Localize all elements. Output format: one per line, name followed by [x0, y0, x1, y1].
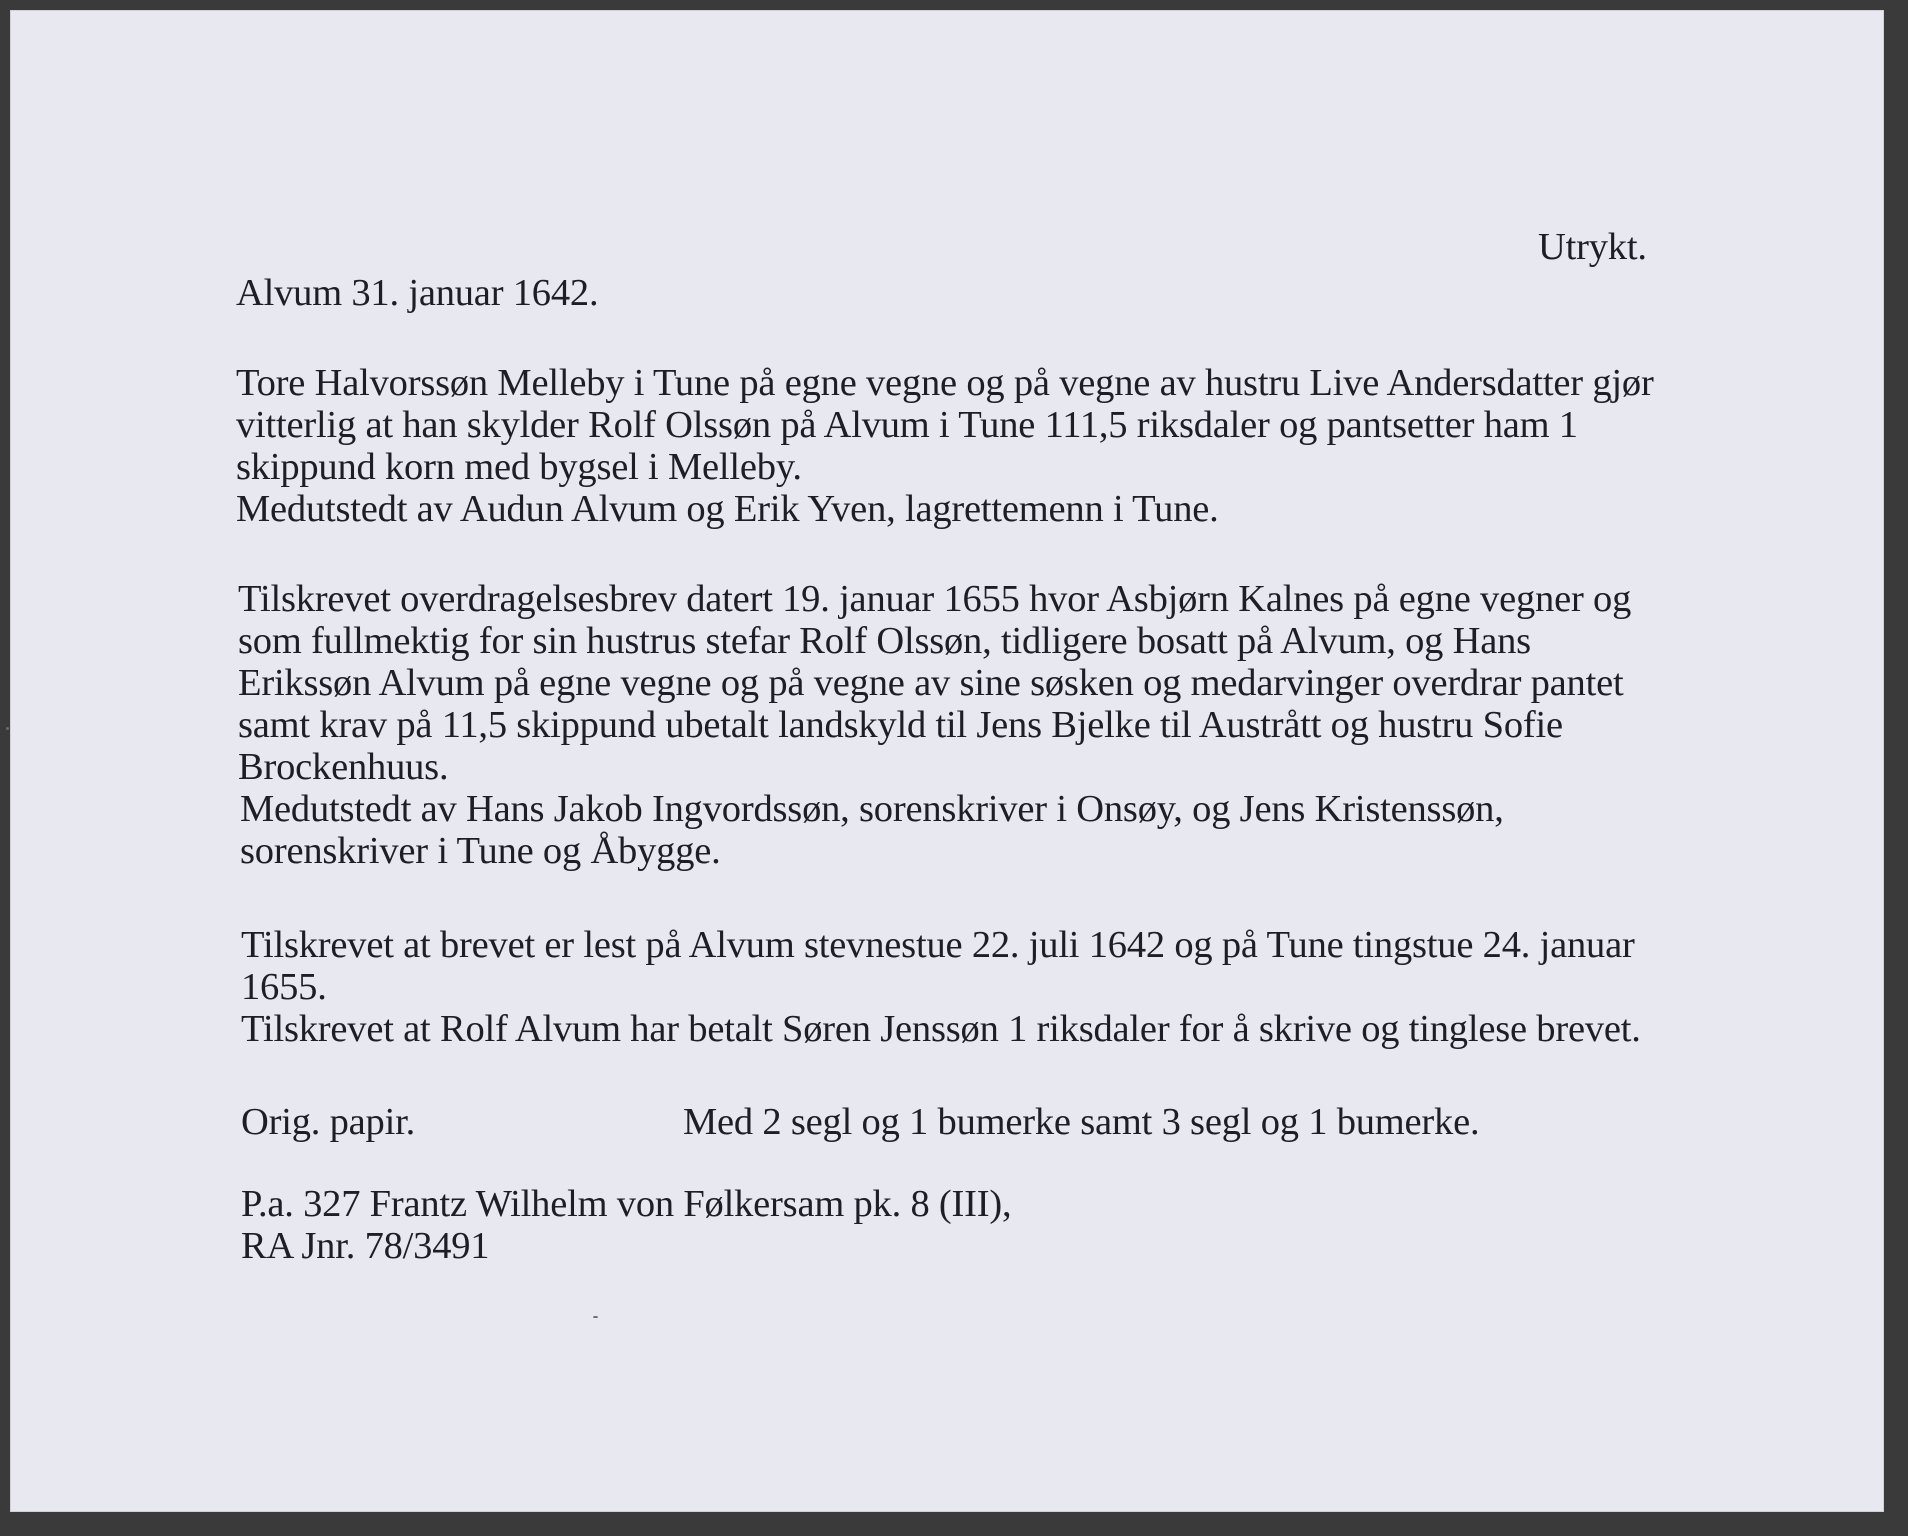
paragraph-1-line: Tore Halvorssøn Melleby i Tune på egne vegne og på vegne av hustru Live Andersdatter gjør	[236, 362, 1654, 404]
seal-note: Med 2 segl og 1 bumerke samt 3 segl og 1 bumerke.	[683, 1101, 1480, 1143]
archive-reference-line: P.a. 327 Frantz Wilhelm von Følkersam pk. 8 (III),	[241, 1183, 1012, 1225]
paragraph-2-line: Erikssøn Alvum på egne vegne og på vegne av sine søsken og medarvinger overdrar pantet	[238, 662, 1624, 704]
paragraph-2-line: sorenskriver i Tune og Åbygge.	[240, 830, 721, 872]
original-note: Orig. papir.	[241, 1101, 416, 1143]
paragraph-1-line: vitterlig at han skylder Rolf Olssøn på Alvum i Tune 111,5 riksdaler og pantsetter ham 1	[236, 404, 1578, 446]
document-page	[10, 10, 1884, 1512]
paragraph-2-line: samt krav på 11,5 skippund ubetalt landskyld til Jens Bjelke til Austrått og hustru Sofie	[238, 704, 1563, 746]
archive-reference-line: RA Jnr. 78/3491	[241, 1225, 490, 1267]
paragraph-3-line: Tilskrevet at brevet er lest på Alvum stevnestue 22. juli 1642 og på Tune tingstue 24. januar	[241, 924, 1635, 966]
paragraph-1-line: skippund korn med bygsel i Melleby.	[236, 446, 802, 488]
paper-speck	[593, 1316, 598, 1318]
paragraph-2-line: Medutstedt av Hans Jakob Ingvordssøn, sorenskriver i Onsøy, og Jens Kristenssøn,	[240, 788, 1504, 830]
paragraph-3-line: Tilskrevet at Rolf Alvum har betalt Søren Jenssøn 1 riksdaler for å skrive og tinglese brevet.	[241, 1008, 1641, 1050]
paragraph-3-line: 1655.	[241, 966, 327, 1008]
paragraph-2-line: Brockenhuus.	[238, 746, 449, 788]
status-note: Utrykt.	[1538, 226, 1647, 268]
paragraph-2-line: Tilskrevet overdragelsesbrev datert 19. januar 1655 hvor Asbjørn Kalnes på egne vegner og	[238, 578, 1632, 620]
paragraph-2-line: som fullmektig for sin hustrus stefar Rolf Olssøn, tidligere bosatt på Alvum, og Hans	[238, 620, 1531, 662]
paragraph-1-line: Medutstedt av Audun Alvum og Erik Yven, lagrettemenn i Tune.	[236, 488, 1219, 530]
document-heading: Alvum 31. januar 1642.	[236, 272, 599, 314]
paper-speck	[6, 727, 9, 730]
